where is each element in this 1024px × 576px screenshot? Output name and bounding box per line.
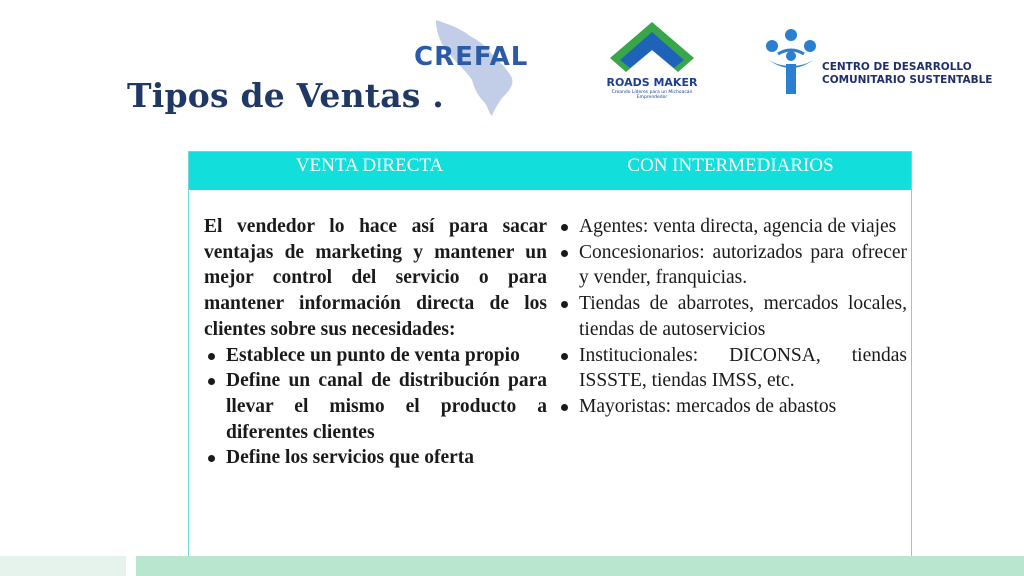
- list-item-text: Concesionarios: autorizados para ofrecer y vender, franquicias.: [579, 241, 907, 289]
- footer-band: [136, 556, 1024, 576]
- footer-band-left: [0, 556, 126, 576]
- list-item-text: Institucionales: DICONSA, tiendas ISSSTE, tiendas IMSS, etc.: [579, 344, 907, 392]
- list-item-text: Mayoristas: mercados de abastos: [579, 395, 837, 417]
- venta-directa-cell: [204, 214, 547, 471]
- list-item: [204, 368, 547, 445]
- roads-maker-logo: [598, 20, 706, 102]
- list-item: [204, 343, 547, 369]
- header-venta-directa: VENTA DIRECTA: [295, 155, 444, 176]
- list-item-text: Establece un punto de venta propio: [226, 344, 520, 366]
- list-item: [557, 394, 907, 420]
- roads-maker-tagline: Creando Líderes para un Michoacán Emprendedor: [611, 90, 693, 100]
- list-item: [204, 445, 547, 471]
- header-con-intermediarios: CON INTERMEDIARIOS: [627, 155, 834, 176]
- intermediarios-cell: [557, 214, 907, 420]
- crefal-logo: [408, 18, 533, 118]
- list-item: [557, 240, 907, 291]
- bullet-icon: [208, 455, 215, 462]
- bullet-icon: [561, 301, 568, 308]
- road-emblem-icon: [598, 20, 706, 76]
- bullet-icon: [208, 353, 215, 360]
- slide-title: Tipos de Ventas .: [127, 76, 444, 115]
- bullet-icon: [561, 224, 568, 231]
- list-item: [557, 214, 907, 240]
- bullet-icon: [208, 378, 215, 385]
- list-item-text: Agentes: venta directa, agencia de viajes: [579, 216, 897, 237]
- table-header-row: [189, 152, 911, 190]
- crefal-logo-text: CREFAL: [414, 42, 529, 72]
- centro-logo-line1: CENTRO DE DESARROLLO: [822, 61, 972, 73]
- centro-logo-line2: COMUNITARIO SUSTENTABLE: [822, 74, 993, 86]
- bullet-icon: [561, 250, 568, 257]
- community-people-icon: [762, 28, 820, 98]
- bullet-icon: [561, 404, 568, 411]
- centro-desarrollo-text: [822, 61, 992, 87]
- centro-desarrollo-logo: [762, 28, 1020, 98]
- venta-directa-description: El vendedor lo hace así para sacar ventajas de marketing y mantener un mejor control del servicio o para mantener información directa de los clientes sobre sus necesidades:: [204, 216, 547, 340]
- roads-maker-logo-text: ROADS MAKER: [606, 76, 698, 89]
- bullet-icon: [561, 353, 568, 360]
- venta-directa-list: [204, 343, 547, 472]
- intermediarios-list: [557, 214, 907, 420]
- list-item-text: Tiendas de abarrotes, mercados locales, tiendas de autoservicios: [579, 293, 907, 340]
- list-item: [557, 291, 907, 342]
- list-item-text: Define un canal de distribución para llevar el mismo el producto a diferentes clientes: [226, 370, 547, 443]
- list-item-text: Define los servicios que oferta: [226, 447, 475, 469]
- sales-types-table: [188, 151, 912, 563]
- list-item: [557, 343, 907, 394]
